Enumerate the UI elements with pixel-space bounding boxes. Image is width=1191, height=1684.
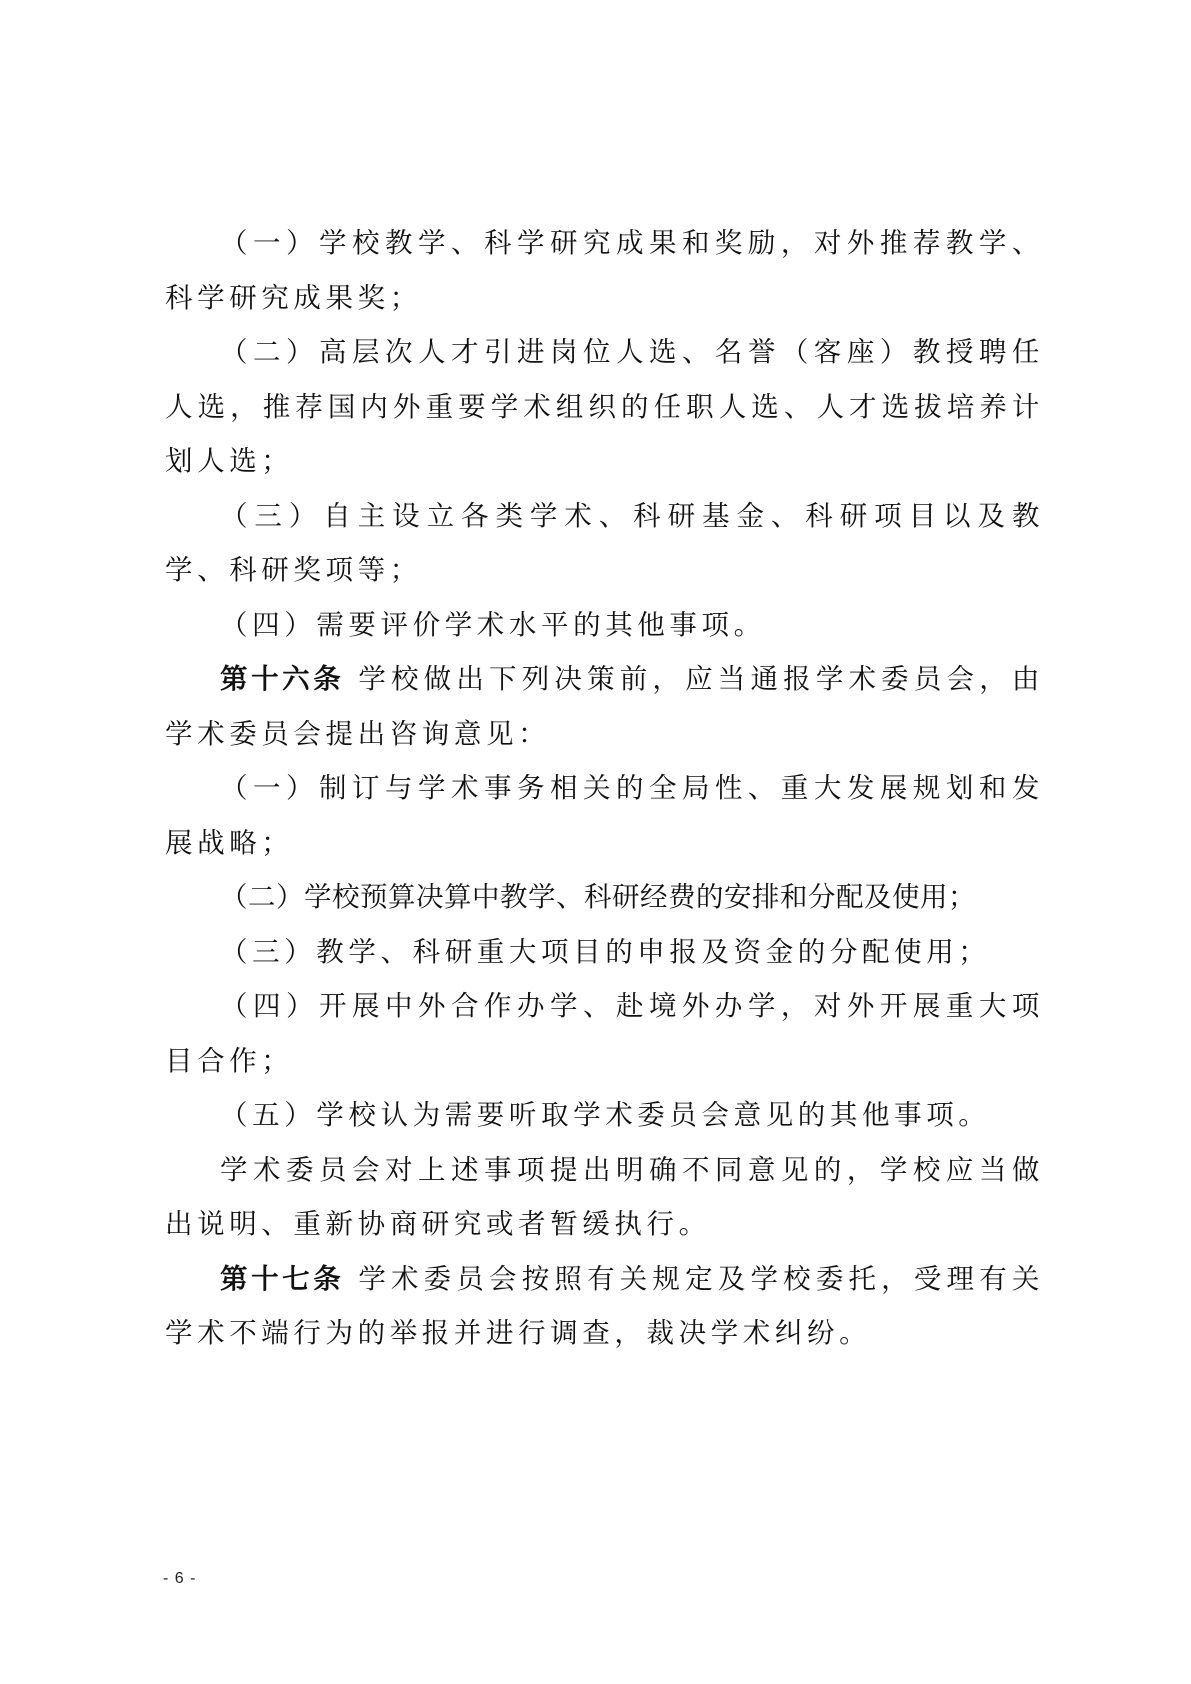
paragraph-item-9 [165,1088,1044,1143]
paragraph-text: 学术委员会按照有关规定及学校委托，受理有关学术不端行为的举报并进行调查，裁决学术纠纷。 [165,1262,1045,1349]
paragraph-text: （四）需要评价学术水平的其他事项。 [220,608,766,641]
paragraph-text: （四）开展中外合作办学、赴境外办学，对外开展重大项目合作； [165,990,1044,1077]
paragraph-item-6 [165,870,1044,925]
document-body [165,216,1044,1361]
paragraph-text: 学校做出下列决策前，应当通报学术委员会，由学术委员会提出咨询意见： [165,663,1045,750]
page-number: - 6 - [163,1570,197,1587]
paragraph-item-3 [165,489,1044,598]
paragraph-item-1 [165,216,1044,325]
article-number: 第十六条 [220,663,345,695]
article-16 [165,652,1044,761]
paragraph-item-7 [165,925,1044,980]
paragraph-text: （二）高层次人才引进岗位人选、名誉（客座）教授聘任人选，推荐国内外重要学术组织的任职人选、人才选拔培养计划人选； [165,336,1044,477]
paragraph-text: （二）学校预算决算中教学、科研经费的安排和分配及使用； [220,881,976,913]
paragraph-text: （一）学校教学、科学研究成果和奖励，对外推荐教学、科学研究成果奖； [165,227,1044,314]
paragraph-item-8 [165,979,1044,1088]
paragraph-item-10 [165,1143,1044,1252]
article-17 [165,1252,1044,1361]
article-number: 第十七条 [220,1262,345,1295]
paragraph-item-5 [165,761,1044,870]
paragraph-item-4 [165,598,1044,653]
paragraph-text: 学术委员会对上述事项提出明确不同意见的，学校应当做出说明、重新协商研究或者暂缓执行。 [165,1153,1044,1240]
paragraph-text: （三）自主设立各类学术、科研基金、科研项目以及教学、科研奖项等； [165,499,1044,586]
paragraph-text: （三）教学、科研重大项目的申报及资金的分配使用； [220,935,991,968]
paragraph-text: （一）制订与学术事务相关的全局性、重大发展规划和发展战略； [165,772,1044,859]
paragraph-text: （五）学校认为需要听取学术委员会意见的其他事项。 [220,1099,991,1131]
paragraph-item-2 [165,325,1044,489]
